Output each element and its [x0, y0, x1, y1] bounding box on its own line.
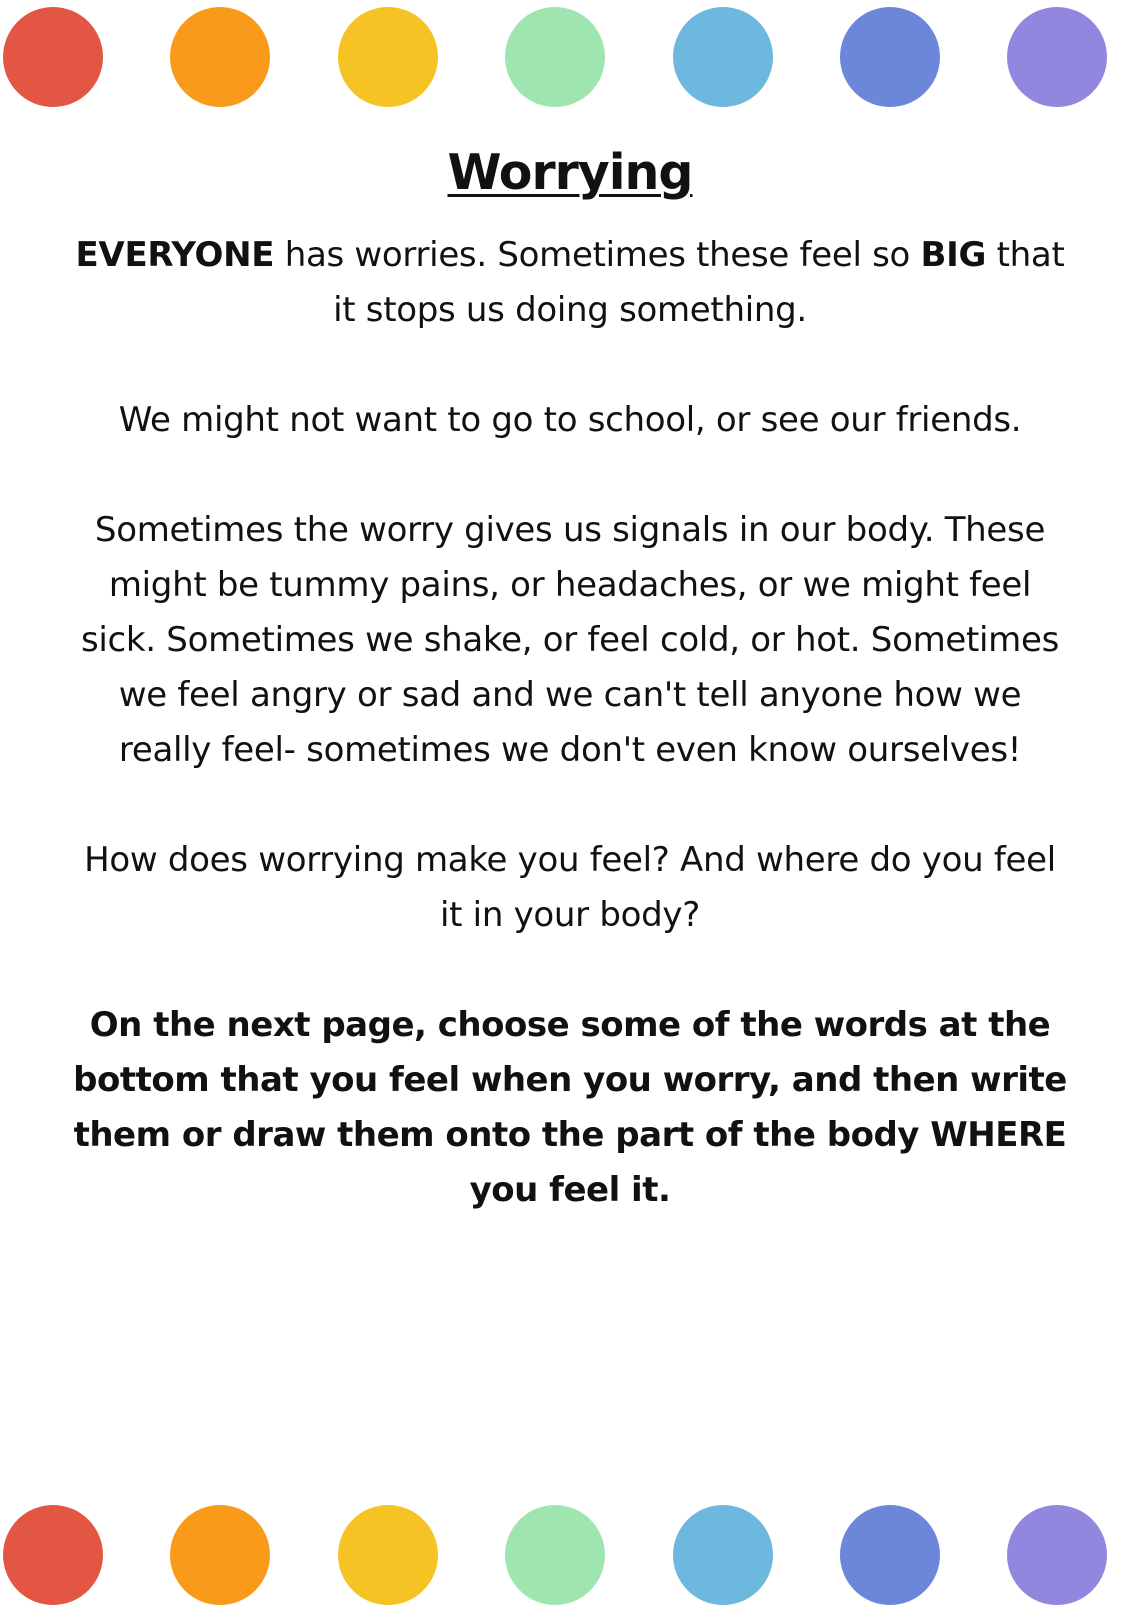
page-content: [70, 138, 1070, 1218]
page-title: Worrying: [447, 144, 693, 201]
red-dot: [3, 1505, 103, 1605]
paragraph-body-signals: Sometimes the worry gives us signals in our body. These might be tummy pains, or headaches, or we might feel sick. Sometimes we shake, or feel cold, or hot. Sometimes we feel angry or sad and we can't tell anyone how we really feel- sometimes we don't even know ourselves!: [80, 510, 1060, 770]
paragraph-text: that it stops us doing something.: [333, 235, 1065, 330]
big-bold: BIG: [920, 235, 987, 275]
instruction-text: On the next page, choose some of the words at the bottom that you feel when you worry, and then write them or draw them onto the part of the body WHERE you feel it.: [73, 1005, 1067, 1210]
cyan-dot: [673, 7, 773, 107]
purple-dot: [1007, 7, 1107, 107]
paragraph-text: has worries. Sometimes these feel so: [274, 235, 921, 275]
yellow-dot: [338, 7, 438, 107]
yellow-dot: [338, 1505, 438, 1605]
orange-dot: [170, 1505, 270, 1605]
everyone-bold: EVERYONE: [75, 235, 275, 275]
blue-dot: [840, 1505, 940, 1605]
purple-dot: [1007, 1505, 1107, 1605]
cyan-dot: [673, 1505, 773, 1605]
paragraph-school: We might not want to go to school, or see our friends.: [118, 400, 1022, 440]
green-dot: [505, 7, 605, 107]
orange-dot: [170, 7, 270, 107]
red-dot: [3, 7, 103, 107]
top-dot-row: [0, 7, 1140, 107]
paragraph-question: How does worrying make you feel? And where do you feel it in your body?: [84, 840, 1056, 935]
green-dot: [505, 1505, 605, 1605]
blue-dot: [840, 7, 940, 107]
paragraph-everyone: [70, 228, 1070, 338]
bottom-dot-row: [0, 1505, 1140, 1605]
